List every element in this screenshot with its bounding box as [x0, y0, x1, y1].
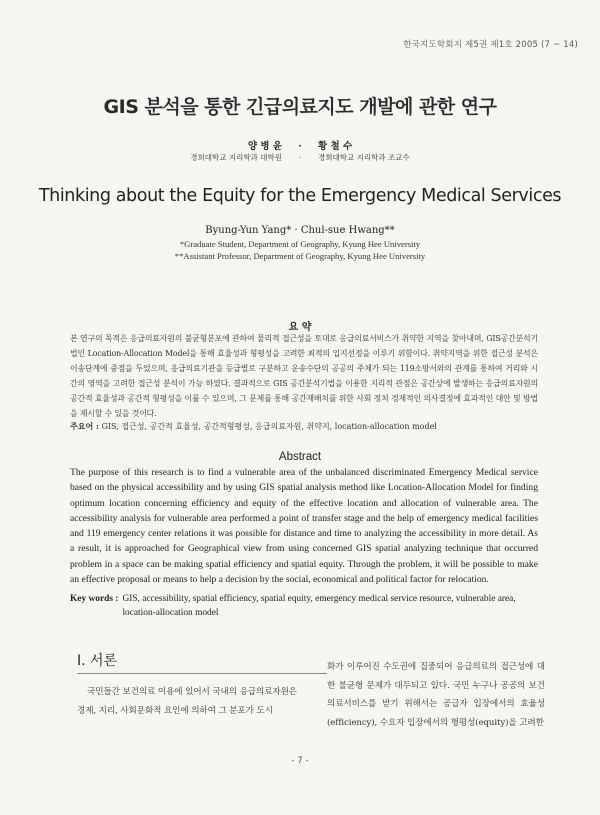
keywords-korean-text: GIS, 접근성, 공간적 효율성, 공간적형평성, 응급의료자원, 취약지, location-allocation model	[101, 422, 437, 431]
affiliation-english-second: **Assistant Professor, Department of Geography, Kyung Hee University	[174, 251, 426, 261]
author-separator: ·	[298, 141, 302, 152]
author-first: 양 병 윤	[247, 141, 282, 152]
keywords-english	[70, 592, 538, 620]
keywords-korean-label: 주요어 :	[70, 421, 99, 431]
affiliations-korean	[0, 152, 600, 163]
abstract-korean-heading: 요 약	[288, 322, 312, 333]
section-divider	[77, 673, 327, 674]
affiliation-english-first: *Graduate Student, Department of Geography, Kyung Hee University	[179, 239, 421, 249]
authors-korean	[0, 138, 600, 152]
running-header: 한국지도학회지 제5권 제1호 2005 (7 ~ 14)	[403, 40, 578, 50]
authors-english: Byung-Yun Yang* · Chul-sue Hwang**	[205, 225, 395, 236]
affiliation-second: 경희대학교 지리학과 조교수	[318, 153, 410, 162]
body-left-column	[77, 683, 297, 721]
body-right-column: 화가 이루어진 수도권에 집중되어 응급의료의 접근성에 대한 불균형 문제가 대두되고 있다. 국민 누구나 공공의 보건의료서비스를 받기 위해서는 공급자 입장에서의 효율성(efficiency), 수요자 입장에서의 형평성(equity)을 고려한	[327, 662, 545, 728]
affiliation-separator: ·	[298, 153, 302, 162]
keywords-english-label: Key words :	[70, 594, 119, 604]
abstract-korean-text: 본 연구의 목적은 응급의료자원의 불균형분포에 관하여 물리적 접근성을 토대로 응급의료서비스가 취약한 지역을 찾아내며, GIS공간분석기법인 Location-Allocation Model을 통해 효율성과 형평성을 고려한 최적의 입지선정을 이루기 위함이다. 취약지역을 위한 접근성 분석은 이송단계에 중점을 두었으며, 응급의료기관을 등급별로 구분하고 운송수단의 공공의 주체가 되는 119소방서와의 관계를 통하여 거리와 시간의 영역을 고려한 접근성 분석이 가능 하였다. 결과적으로 GIS 공간분석기법을 이용한 지리적 관점은 공간상에 발생하는 응급의료자원의 공간적 효율성과 공간적 형평성을 이룰 수 있으며, 그 문제를 통해 공간재배치를 위한 사회 정치 경제적인 의사결정에 효과적인 대안 및 방법을 제시할 수 있을 것이다.	[70, 334, 538, 418]
body-left-text: 국민들간 보건의료 이용에 있어서 국내의 응급의료자원은 경제, 지리, 사회문화적 요인에 의하여 그 분포가 도시	[77, 687, 297, 716]
paper-title-english: Thinking about the Equity for the Emergency Medical Services	[38, 186, 562, 206]
section-heading: I. 서론	[77, 653, 118, 669]
affiliation-first: 경희대학교 지리학과 대학원	[190, 153, 282, 162]
keywords-english-text: GIS, accessibility, spatial efficiency, spatial equity, emergency medical service resource, vulnerable area, location-allocation model	[122, 594, 516, 618]
abstract-english-heading: Abstract	[278, 451, 322, 463]
author-second: 황 철 수	[318, 141, 353, 152]
abstract-english-text: The purpose of this research is to find a vulnerable area of the unbalanced discriminated Emergency Medical service based on the physical accessibility and by using GIS spatial analysis method like Location-Allocation Model for finding optimum location concerning efficiency and equity of the effective location and allocation of vulnerable area. The accessibility analysis for vulnerable area performed a point of transfer stage and the help of emergency medical facilities and 119 emergency center relations it was possible for distance and time to analyzing the accessibility in more detail. As a result, it is approached for Geographical view from using concerned GIS spatial analyzing technique that occurred problem in a space can be making spatial efficiency and spatial equity. Through the problem, it will be possible to make an effective proposal or means to help a decision by the social, economical and political factor for relocation.	[70, 467, 538, 586]
keywords-korean	[70, 421, 538, 432]
paper-title-korean: GIS 분석을 통한 긴급의료지도 개발에 관한 연구	[103, 96, 497, 118]
page-number: - 7 -	[291, 756, 309, 766]
